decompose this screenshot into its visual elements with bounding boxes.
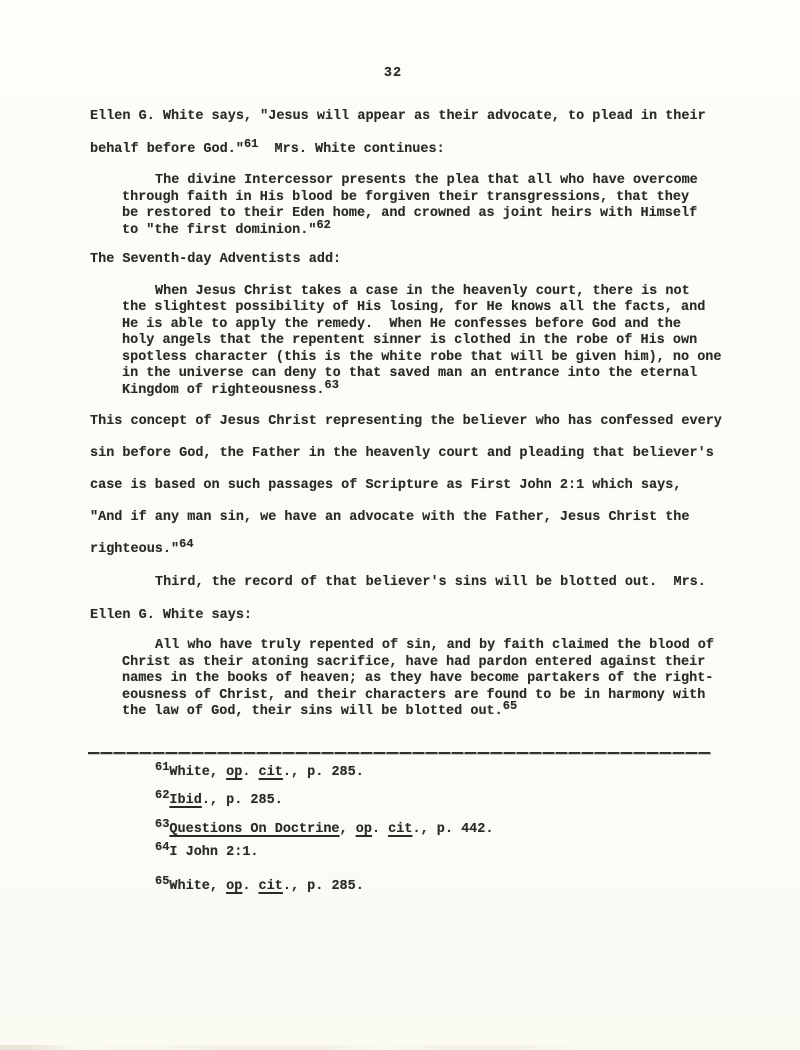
paragraph-adventists-add [90, 252, 760, 269]
text-line: names in the books of heaven; as they have become partakers of the right- [122, 671, 714, 686]
text-line: in the universe can deny to that saved man an entrance into the eternal [122, 366, 698, 381]
footnote-reference: 64 [179, 537, 194, 551]
underlined-citation: cit [388, 821, 413, 837]
footnote: $^{63}$Questions On Doctrine, op. cit., p. 442. [155, 816, 494, 837]
text-line: The Seventh-day Adventists add: [90, 252, 342, 267]
underlined-citation: cit [258, 764, 283, 780]
footnote: $^{62}$Ibid., p. 285. [155, 787, 283, 808]
text-line: Ellen G. White says: [90, 608, 253, 623]
page-body [90, 0, 760, 897]
underlined-citation: op [355, 821, 372, 837]
footnote-number: 64 [155, 839, 170, 854]
text-line: Ellen G. White says, "Jesus will appear as their advocate, to plead in their [90, 109, 706, 124]
text-line: Christ as their atoning sacrifice, have had pardon entered against their [122, 654, 706, 670]
text-line: righteous."$^{64}$ [90, 537, 194, 557]
underlined-citation: op [226, 764, 243, 780]
page-number: 32 [383, 66, 403, 81]
footnote: $^{61}$White, op. cit., p. 285. [155, 759, 364, 780]
footnote-reference: 63 [324, 377, 339, 392]
text-line: eousness of Christ, and their characters are found to be in harmony with [122, 687, 706, 703]
text-line: be restored to their Eden home, and crowned as joint heirs with Himself [122, 206, 698, 221]
text-line: Kingdom of righteousness.$^{63}$ [122, 377, 339, 398]
footnote-number: 61 [155, 759, 170, 774]
paragraph-third-point [90, 566, 760, 632]
text-line: When Jesus Christ takes a case in the heavenly court, there is not [155, 283, 690, 299]
footnote-reference: 61 [243, 137, 259, 151]
text-line: case is based on such passages of Scripture as First John 2:1 which says, [90, 478, 682, 493]
footnote-number: 65 [155, 873, 170, 888]
footnote-number: 62 [155, 787, 170, 802]
text-line: holy angels that the repentent sinner is clothed in the robe of His own [122, 333, 698, 348]
text-line: sin before God, the Father in the heavenly court and pleading that believer's [90, 446, 714, 461]
underlined-citation: Ibid [169, 792, 202, 808]
text-line: All who have truly repented of sin, and by faith claimed the blood of [155, 638, 714, 653]
underlined-citation: Questions On Doctrine [169, 821, 340, 837]
paragraph-white-advocate [90, 100, 760, 166]
text-line: the slightest possibility of His losing, for He knows all the facts, and [122, 300, 706, 315]
text-line: behalf before God."$^{61}$ Mrs. White continues: [90, 137, 445, 157]
footnote-separator [88, 752, 711, 754]
footnote: $^{64}$I John 2:1. [155, 839, 259, 860]
footnote-reference: 62 [316, 217, 331, 232]
text-line: to "the first dominion."$^{62}$ [122, 217, 331, 238]
text-line: He is able to apply the remedy. When He confesses before God and the [122, 316, 681, 332]
footnote-number: 63 [155, 816, 170, 831]
text-line: spotless character (this is the white robe that will be given him), no one [122, 349, 722, 365]
text-line: through faith in His blood be forgiven their transgressions, that they [122, 189, 690, 205]
text-line: "And if any man sin, we have an advocate with the Father, Jesus Christ the [90, 510, 690, 525]
blockquote-divine-intercessor [90, 173, 760, 239]
text-line: the law of God, their sins will be blotted out.$^{65}$ [122, 699, 518, 719]
footnotes-section [90, 759, 760, 897]
footnote: $^{65}$White, op. cit., p. 285. [155, 873, 364, 894]
text-line: The divine Intercessor presents the plea that all who have overcome [155, 173, 698, 188]
blockquote-sins-blotted-out [90, 638, 760, 721]
footnote-reference: 65 [502, 699, 518, 713]
text-line: This concept of Jesus Christ representing the believer who has confessed every [90, 414, 722, 429]
underlined-citation: cit [258, 878, 283, 894]
paragraph-concept-basis [90, 406, 760, 566]
text-line: Third, the record of that believer's sins will be blotted out. Mrs. [155, 575, 706, 590]
underlined-citation: op [226, 878, 243, 894]
blockquote-heavenly-court [90, 284, 760, 400]
